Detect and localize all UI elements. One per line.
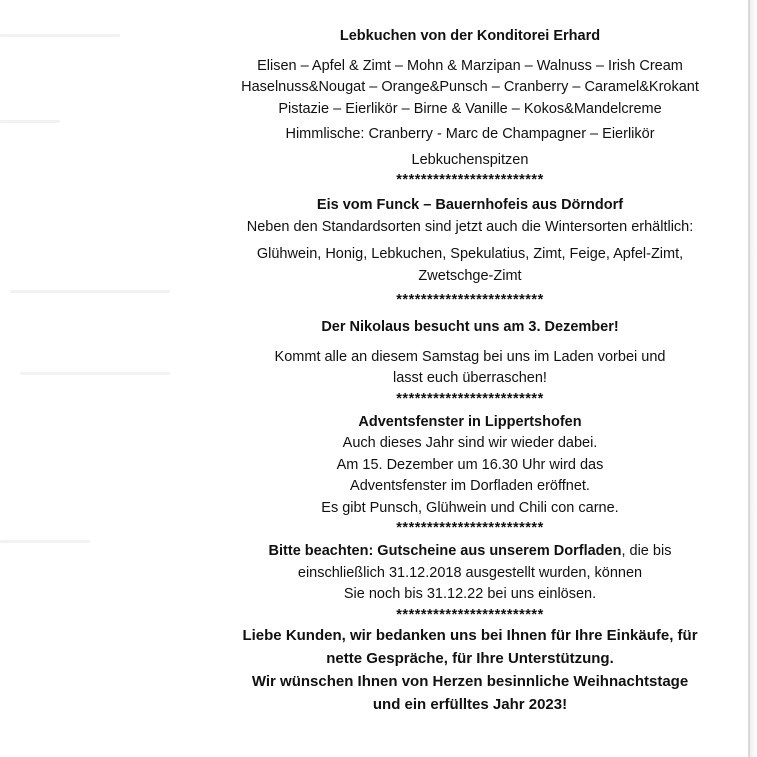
- separator: ************************: [396, 606, 544, 623]
- ghost-text-line: [0, 540, 90, 543]
- lebkuchen-line: Elisen – Apfel & Zimt – Mohn & Marzipan – Walnuss – Irish Cream: [257, 57, 683, 74]
- ghost-text-line: [20, 372, 170, 375]
- adventsfenster-line: Adventsfenster im Dorfladen eröffnet.: [350, 478, 590, 494]
- eis-flavors-line: Zwetschge-Zimt: [418, 267, 522, 284]
- closing-section: [190, 624, 750, 716]
- closing-line: Wir wünschen Ihnen von Herzen besinnliche Weihnachtstage: [251, 672, 689, 690]
- gutscheine-notice-bold: Bitte beachten: Gutscheine aus unserem Dorfladen: [268, 543, 622, 559]
- ghost-text-line: [0, 34, 120, 37]
- eis-intro: Neben den Standardsorten sind jetzt auch die Wintersorten erhältlich:: [246, 218, 694, 235]
- nikolaus-line: Kommt alle an diesem Samstag bei uns im Laden vorbei und: [274, 348, 666, 365]
- eis-heading: Eis vom Funck – Bauernhofeis aus Dörndorf: [316, 197, 624, 213]
- separator: ************************: [396, 172, 544, 188]
- closing-line: und ein erfülltes Jahr 2023!: [372, 695, 568, 713]
- ghost-text-line: [10, 290, 170, 293]
- nikolaus-line: lasst euch überraschen!: [393, 370, 547, 386]
- adventsfenster-line: Auch dieses Jahr sind wir wieder dabei.: [342, 435, 598, 451]
- ghost-text-line: [0, 120, 60, 123]
- adventsfenster-section: [190, 412, 750, 520]
- adventsfenster-line: Es gibt Punsch, Glühwein und Chili con carne.: [321, 499, 619, 516]
- lebkuchen-line: Haselnuss&Nougat – Orange&Punsch – Cranberry – Caramel&Krokant: [241, 79, 699, 95]
- lebkuchen-line: Pistazie – Eierlikör – Birne & Vanille – Kokos&Mandelcreme: [278, 100, 662, 117]
- gutscheine-line: Sie noch bis 31.12.22 bei uns einlösen.: [343, 586, 597, 602]
- gutscheine-section: [190, 541, 750, 606]
- separator: ************************: [396, 520, 544, 536]
- separator: ************************: [396, 390, 544, 407]
- himmlische-line: Himmlische: Cranberry - Marc de Champagner – Eierlikör: [285, 126, 655, 142]
- closing-line: nette Gespräche, für Ihre Unterstützung.: [326, 649, 614, 667]
- closing-line: Liebe Kunden, wir bedanken uns bei Ihnen für Ihre Einkäufe, für: [242, 626, 698, 644]
- eis-section: [190, 195, 750, 287]
- nikolaus-section: [190, 317, 750, 390]
- gutscheine-notice-rest: , die bis: [621, 543, 672, 559]
- adventsfenster-line: Am 15. Dezember um 16.30 Uhr wird das: [336, 456, 604, 473]
- gutscheine-line: einschließlich 31.12.2018 ausgestellt wurden, können: [297, 564, 643, 581]
- document-body: [190, 26, 750, 716]
- lebkuchen-heading: Lebkuchen von der Konditorei Erhard: [339, 28, 601, 44]
- eis-flavors-line: Glühwein, Honig, Lebkuchen, Spekulatius, Zimt, Feige, Apfel-Zimt,: [256, 246, 684, 262]
- adventsfenster-heading: Adventsfenster in Lippertshofen: [358, 413, 582, 430]
- lebkuchenspitzen-line: Lebkuchenspitzen: [411, 151, 529, 168]
- separator: ************************: [396, 292, 544, 308]
- gutscheine-line: [190, 541, 750, 563]
- page-edge-shadow: [750, 0, 757, 757]
- lebkuchen-section: [190, 26, 750, 171]
- nikolaus-heading: Der Nikolaus besucht uns am 3. Dezember!: [321, 319, 619, 335]
